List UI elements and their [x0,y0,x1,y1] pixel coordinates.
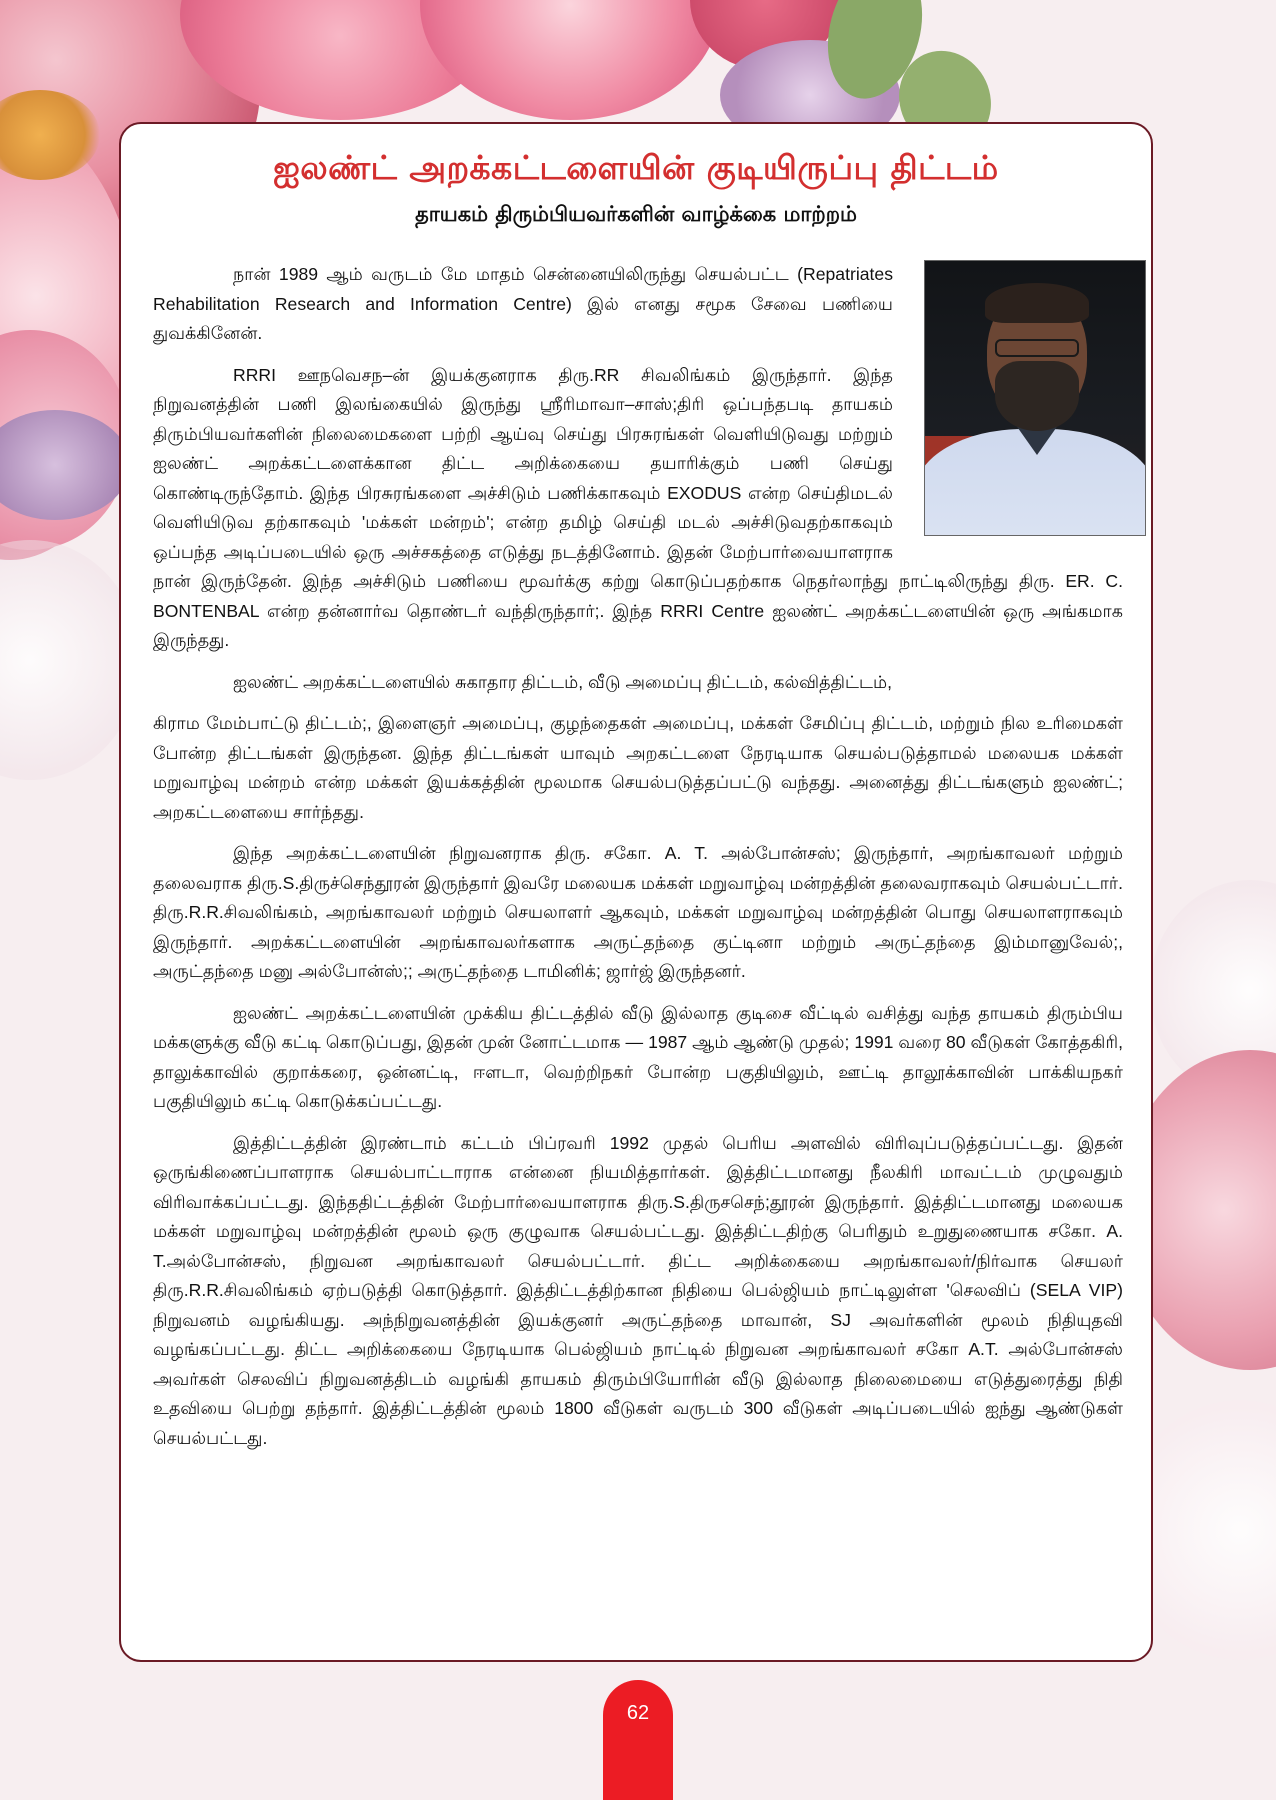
paragraph: ஐலண்ட் அறக்கட்டளையின் முக்கிய திட்டத்தில் வீடு இல்லாத குடிசை வீட்டில் வசித்து வந்த தாயகம் திரும்பிய மக்களுக்கு வீடு கட்டி கொடுப்பது, இதன் முன் னோட்டமாக — 1987 ஆம் ஆண்டு முதல்; 1991 வரை 80 வீடுகள் கோத்தகிரி, தாலுக்காவில் குறாக்கரை, ஒன்னட்டி, ஈளடா, வெற்றிநகர் போன்ற பகுதியிலும், ஊட்டி தாலூக்காவின் பாக்கியநகர் பகுதியிலும் கட்டி கொடுக்கப்பட்டது. [153,1002,1123,1111]
article-body [153,260,1123,1465]
paragraph: ஐலண்ட் அறக்கட்டளையில் சுகாதார திட்டம், வீடு அமைப்பு திட்டம், கல்வித்திட்டம், [233,671,893,692]
paragraph: நான் 1989 ஆம் வருடம் மே மாதம் சென்னையிலிருந்து செயல்பட்ட (Repatriates Rehabilitation Research and Information Centre) இல் எனது சமூக சேவை பணியை துவக்கினேன். [153,264,893,343]
paragraph: RRRI ஊநவெசந–ன் இயக்குனராக திரு.RR சிவலிங்கம் இருந்தார். இந்த நிறுவனத்தின் பணி இலங்கையில் இருந்து ஸ்ரீரிமாவா–சாஸ்;திரி ஒப்பந்தபடி தாயகம் திரும்பியவர்களின் நிலைமைகளை பற்றி ஆய்வு செய்து பிரசுரங்கள் வெளியிடுவது மற்றும் ஐலண்ட் அறக்கட்டளைக்கான திட்ட அறிக்கையை தயாரிக்கும் பணி செய்து கொண்டிருந்தோம். இந்த பிரசுரங்களை அச்சிடும் பணிக்காகவும் EXODUS என்ற செய்திமடல் வெளியிடுவ தற்காகவும் 'மக்கள் மன்றம்'; என்ற தமிழ் செய்தி மடல் அச்சிடுவதற்காகவும் ஒப்பந்த அடிப்படையில் ஒரு அச்சகத்தை எடுத்து நடத்தினோம். இதன் மேற்பார்வையாளராக நான் இருந்தேன். இந்த அச்சிடும் பணியை மூவர்க்கு கற்று கொடுப்பதற்காக நெதர்லாந்து நாட்டிலிருந்து திரு. ER. C. BONTENBAL என்ற தன்னார்வ தொண்டர் வந்திருந்தார்;. இந்த RRRI Centre ஐலண்ட் அறக்கட்டளையின் ஒரு அங்கமாக இருந்தது. [153,364,1123,650]
page-subtitle: தாயகம் திரும்பியவர்களின் வாழ்க்கை மாற்றம் [415,202,857,226]
content-frame [119,122,1153,1662]
paragraph: இத்திட்டத்தின் இரண்டாம் கட்டம் பிப்ரவரி 1992 முதல் பெரிய அளவில் விரிவுப்படுத்தப்பட்டது. இதன் ஒருங்கிணைப்பாளராக செயல்பாட்டாராக என்னை நியமித்தார்கள். இத்திட்டமானது நீலகிரி மாவட்டம் முழுவதும் விரிவாக்கப்பட்டது. இந்ததிட்டத்தின் மேற்பார்வையாளராக திரு.S.திருசசெந்;தூரன் இருந்தார். இத்திட்டமானது மலையக மக்கள் மறுவாழ்வு மன்றத்தின் மூலம் ஒரு குழுவாக செயல்பட்டது. இத்திட்டதிற்கு பெரிதும் உறுதுணையாக சகோ. A. T.அல்போன்சஸ், நிறுவன அறங்காவலர் செயல்பட்டார். திட்ட அறிக்கையை அறங்காவலர்/நிர்வாக செயலர் திரு.R.R.சிவலிங்கம் ஏற்படுத்தி கொடுத்தார். இத்திட்டத்திற்கான நிதியை பெல்ஜியம் நாட்டிலுள்ள 'செலவிப் (SELA VIP) நிறுவனம் வழங்கியது. அந்நிறுவனத்தின் இயக்குனர் அருட்தந்தை மாவான், SJ அவர்களின் மூலம் நிதியுதவி வழங்கப்பட்டது. திட்ட அறிக்கையை நேரடியாக பெல்ஜியம் நாட்டில் நிறுவன அறங்காவலர் சகோ A.T. அல்போன்சஸ் அவர்கள் செலவிப் நிறுவனத்திடம் வழங்கி தாயகம் திரும்பியோரின் வீடு இல்லாத நிலைமையை எடுத்துரைத்து நிதி உதவியை பெற்று தந்தார். இத்திட்டத்தின் மூலம் 1800 வீடுகள் வருடம் 300 வீடுகள் அடிப்படையில் ஐந்து ஆண்டுகள் செயல்பட்டது. [153,1132,1123,1448]
flower-decoration [420,0,720,120]
paragraph: கிராம மேம்பாட்டு திட்டம்;, இளைஞர் அமைப்பு, குழந்தைகள் அமைப்பு, மக்கள் சேமிப்பு திட்டம், மற்றும் நில உரிமைகள் போன்ற திட்டங்கள் இருந்தன. இந்த திட்டங்கள் யாவும் அறகட்டளை நேரடியாக செயல்படுத்தாமல் மலையக மக்கள் மறுவாழ்வு மன்றம் என்ற மக்கள் இயக்கத்தின் மூலமாக செயல்படுத்தப்பட்டு வந்தது. அனைத்து திட்டங்களும் ஐலண்ட்; அறகட்டளையை சார்ந்தது. [153,713,1123,822]
page-title: ஐலண்ட் அறக்கட்டளையின் குடியிருப்பு திட்டம் [273,148,999,187]
paragraph: இந்த அறக்கட்டளையின் நிறுவனராக திரு. சகோ. A. T. அல்போன்சஸ்; இருந்தார், அறங்காவலர் மற்றும் தலைவராக திரு.S.திருச்செந்தூரன் இருந்தார் இவரே மலையக மக்கள் மறுவாழ்வு மன்றத்தின் தலைவராகவும் செயல்பட்டார். திரு.R.R.சிவலிங்கம், அறங்காவலர் மற்றும் செயலாளர் ஆகவும், மக்கள் மறுவாழ்வு மன்றத்தின் பொது செயலாளராகவும் இருந்தார். அறக்கட்டளையின் அறங்காவலர்களாக அருட்தந்தை குட்டினா மற்றும் அருட்தந்தை இம்மானுவேல்;, அருட்தந்தை மனு அல்போன்ஸ்;; அருட்தந்தை டாமினிக்; ஜார்ஜ் இருந்தனர். [153,843,1123,981]
page-number: 62 [603,1680,673,1800]
